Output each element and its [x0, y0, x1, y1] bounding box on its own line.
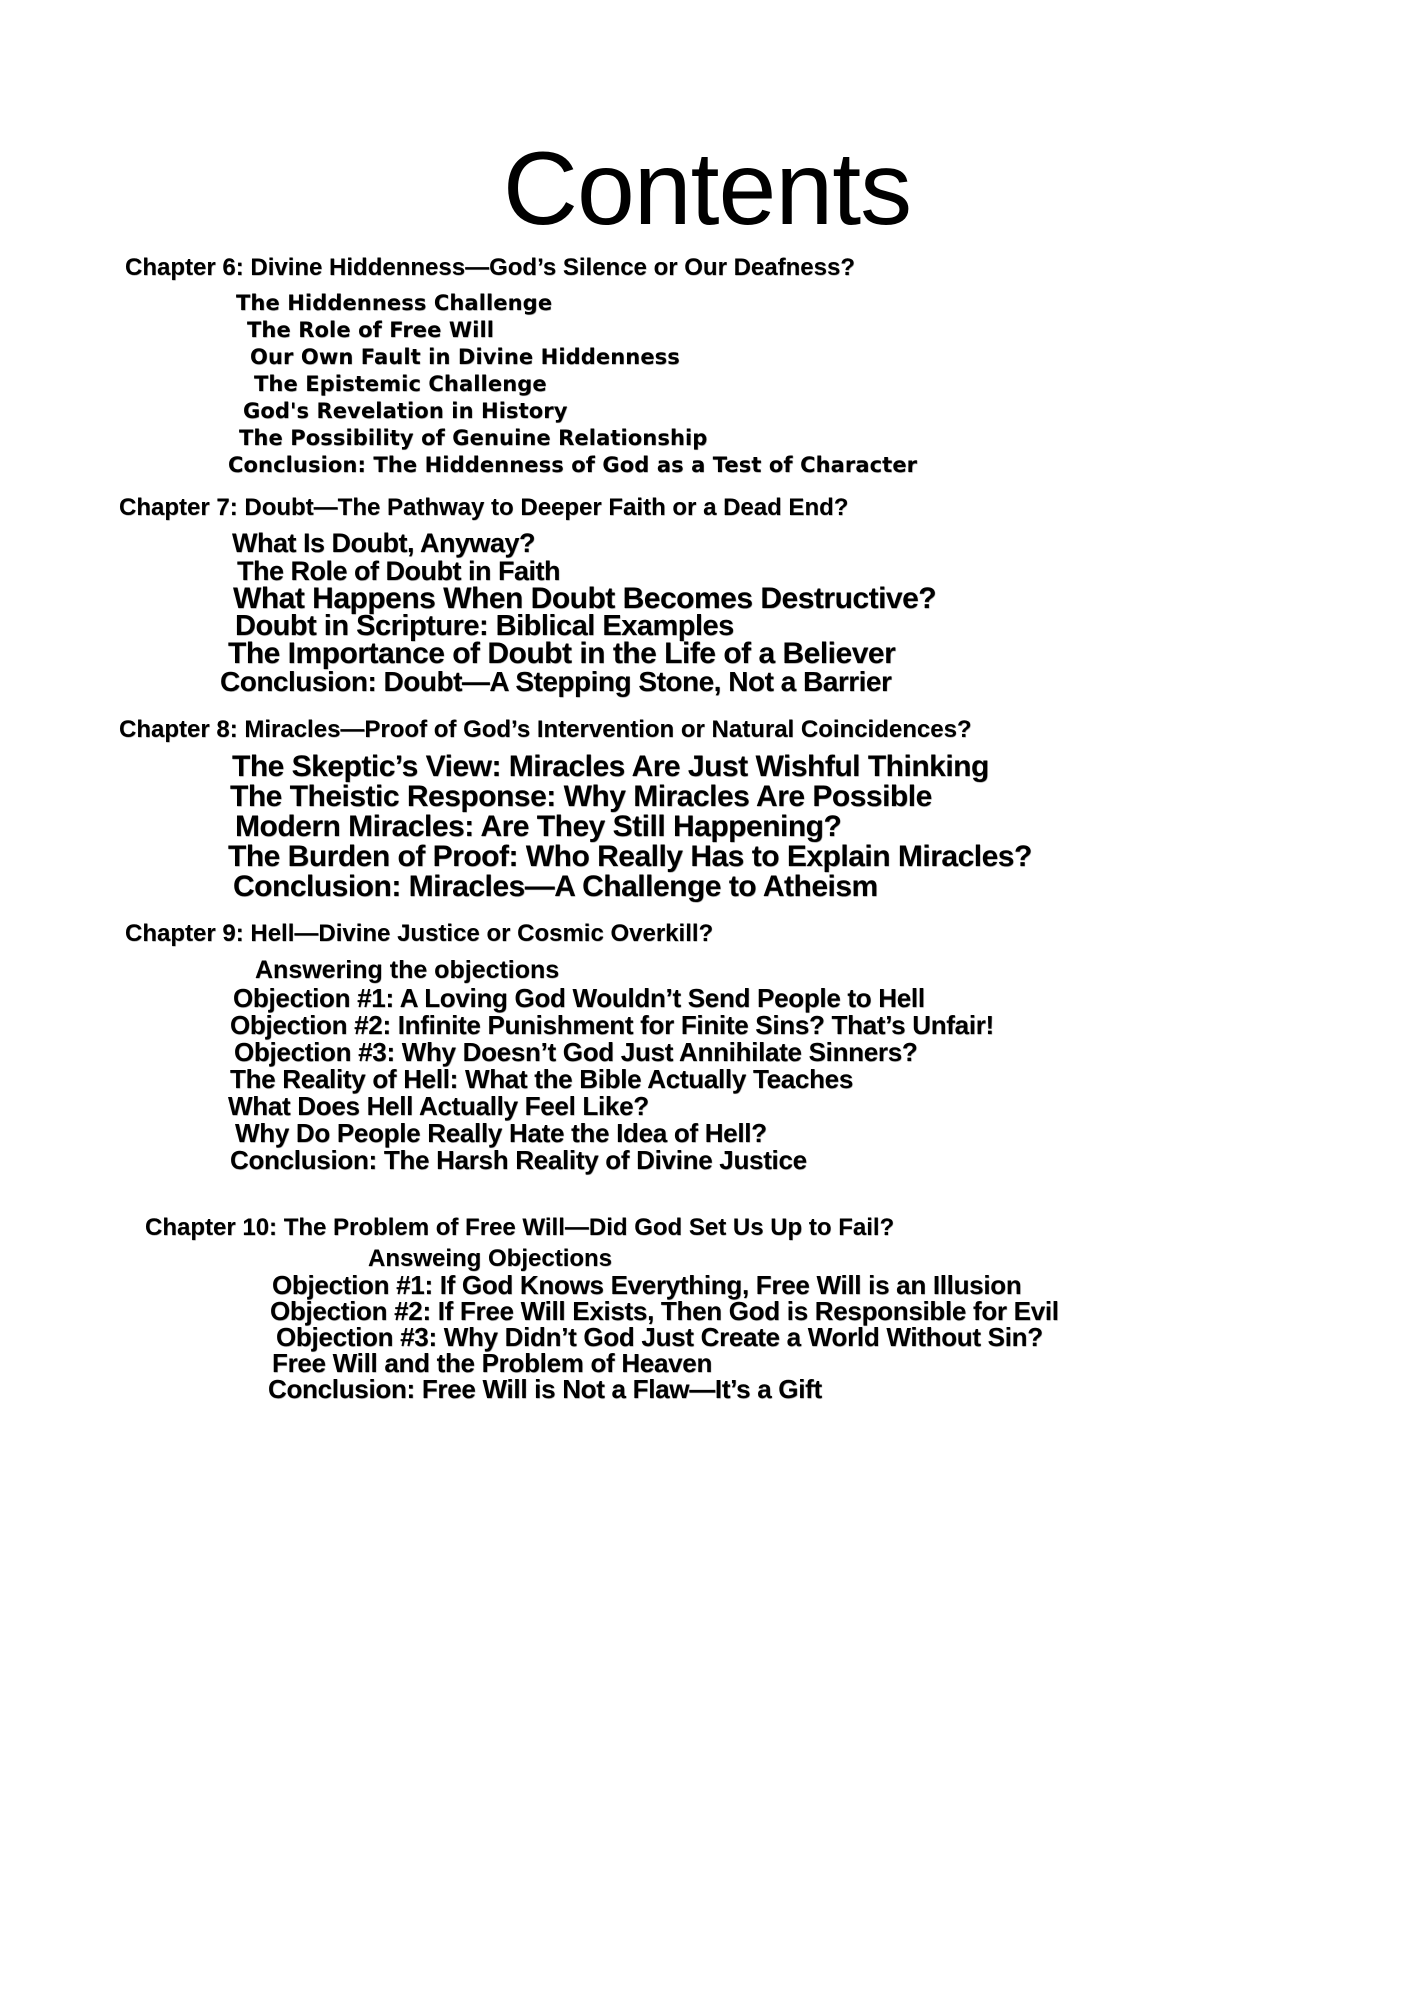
toc-item: Conclusion: Doubt—A Stepping Stone, Not a Barrier [220, 665, 892, 697]
chapter-section [0, 1212, 1414, 1402]
toc-item: Objection #3: Why Doesn’t God Just Annihilate Sinners? [234, 1037, 918, 1067]
toc-item: The Importance of Doubt in the Life of a Believer [228, 637, 896, 670]
chapter-heading: Chapter 7: Doubt—The Pathway to Deeper Faith or a Dead End? [119, 494, 849, 521]
toc-item: Conclusion: The Harsh Reality of Divine Justice [230, 1145, 807, 1175]
toc-item: The Possibility of Genuine Relationship [239, 426, 708, 450]
toc-item: God's Revelation in History [243, 399, 568, 423]
toc-item: Conclusion: Free Will is Not a Flaw—It’s a Gift [268, 1374, 822, 1404]
toc-item: Free Will and the Problem of Heaven [272, 1348, 713, 1378]
chapter-heading: Chapter 9: Hell—Divine Justice or Cosmic Overkill? [125, 920, 714, 947]
toc-item: The Role of Free Will [247, 318, 495, 342]
toc-item: What Happens When Doubt Becomes Destructive? [233, 582, 937, 615]
toc-item: The Theistic Response: Why Miracles Are Possible [230, 780, 932, 813]
toc-item: The Epistemic Challenge [254, 372, 547, 396]
chapter-subheading: Answeing Objections [368, 1245, 613, 1272]
chapter-subheading: Answering the objections [255, 956, 560, 984]
chapter-heading: Chapter 6: Divine Hiddenness—God’s Silence or Our Deafness? [125, 254, 855, 281]
toc-item: Modern Miracles: Are They Still Happening? [235, 810, 842, 843]
toc-item: The Skeptic’s View: Miracles Are Just Wishful Thinking [232, 750, 989, 783]
toc-item: Objection #1: A Loving God Wouldn’t Send People to Hell [233, 983, 925, 1013]
chapter-section [0, 714, 1414, 902]
chapter-item-list [0, 1272, 1414, 1402]
chapter-heading: Chapter 10: The Problem of Free Will—Did God Set Us Up to Fail? [145, 1214, 895, 1241]
toc-item: Objection #2: Infinite Punishment for Finite Sins? That’s Unfair! [230, 1010, 994, 1040]
chapter-section [0, 252, 1414, 479]
toc-item: Conclusion: Miracles—A Challenge to Atheism [233, 870, 878, 903]
toc-item: Objection #1: If God Knows Everything, Free Will is an Illusion [272, 1270, 1022, 1300]
toc-item: Why Do People Really Hate the Idea of Hell? [235, 1118, 767, 1148]
page-title: Contents [502, 131, 912, 247]
chapter-item-list [0, 530, 1414, 695]
toc-item: Our Own Fault in Divine Hiddenness [250, 345, 680, 369]
toc-item: The Role of Doubt in Faith [237, 555, 560, 586]
toc-item: What Is Doubt, Anyway? [232, 528, 536, 558]
chapter-item-list [0, 985, 1414, 1174]
toc-item: The Burden of Proof: Who Really Has to Explain Miracles? [228, 840, 1032, 873]
toc-item: The Hiddenness Challenge [236, 291, 553, 315]
toc-item: Conclusion: The Hiddenness of God as a Test of Character [228, 453, 918, 477]
chapter-section [0, 492, 1414, 695]
chapter-heading: Chapter 8: Miracles—Proof of God’s Intervention or Natural Coincidences? [119, 716, 972, 743]
chapter-section [0, 918, 1414, 1174]
chapter-item-list [0, 290, 1414, 479]
chapter-item-list [0, 752, 1414, 902]
toc-item: Doubt in Scripture: Biblical Examples [235, 609, 734, 642]
toc-item: What Does Hell Actually Feel Like? [228, 1091, 649, 1121]
toc-item: Objection #3: Why Didn’t God Just Create a World Without Sin? [276, 1322, 1043, 1352]
toc-item: Objection #2: If Free Will Exists, Then God is Responsible for Evil [270, 1296, 1059, 1326]
toc-item: The Reality of Hell: What the Bible Actually Teaches [230, 1064, 853, 1094]
